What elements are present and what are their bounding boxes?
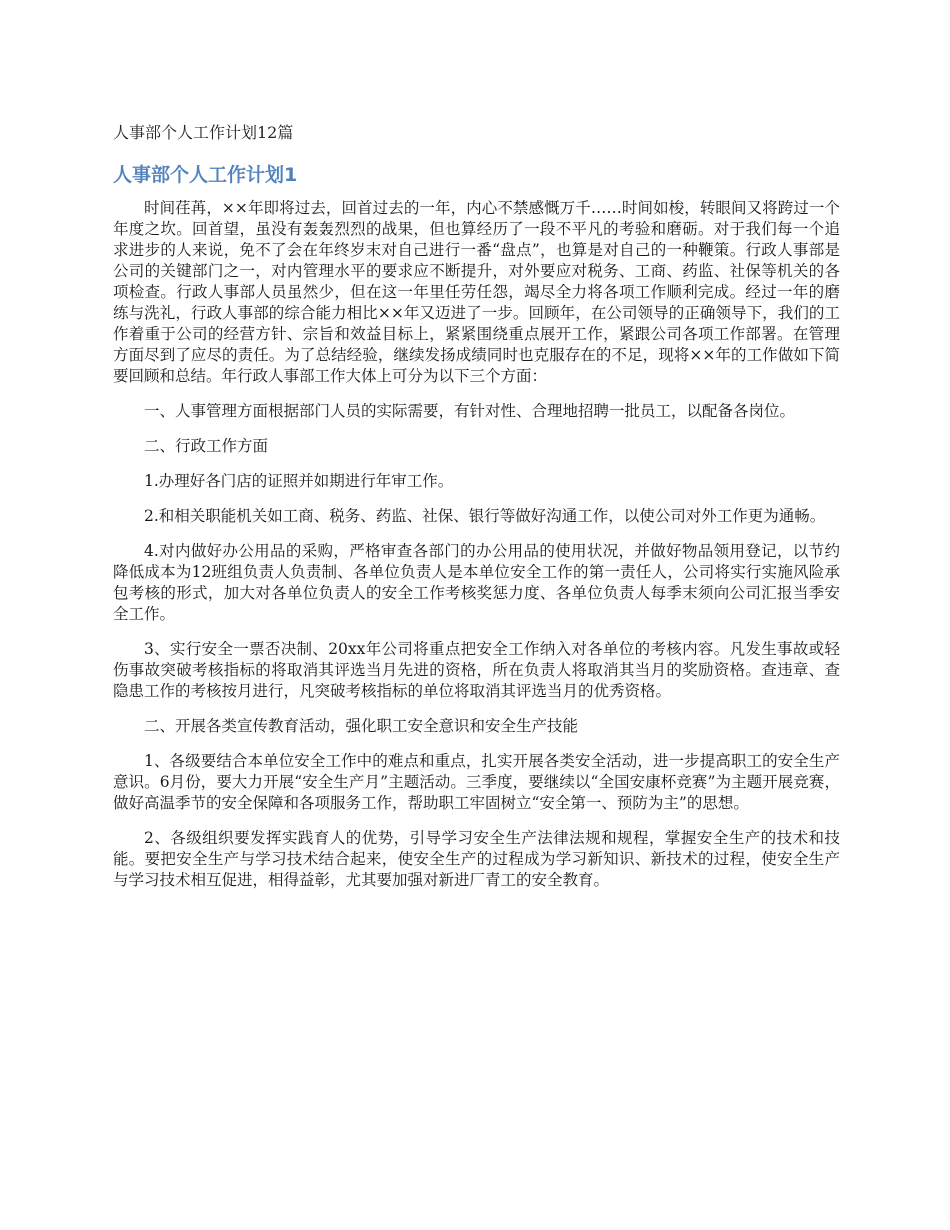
paragraph-admin-heading: 二、行政工作方面 (144, 437, 269, 455)
paragraph-item-4: 4.对内做好办公用品的采购，严格审查各部门的办公用品的使用状况，并做好物品领用登记，以节约降低成本为12班组负责人负责制、各单位负责人是本单位安全工作的第一责任人，公司将实行实施风险承包考核的形式，加大对各单位负责人的安全工作考核奖惩力度、各单位负责人每季末须向公司汇报当季安全工作。 (113, 542, 840, 623)
paragraph-hr-management: 一、人事管理方面根据部门人员的实际需要，有针对性、合理地招聘一批员工，以配备各岗位。 (144, 402, 796, 420)
paragraph-item-1: 1.办理好各门店的证照并如期进行年审工作。 (144, 472, 454, 490)
paragraph-item-2: 2.和相关职能机关如工商、税务、药监、社保、银行等做好沟通工作，以使公司对外工作更为通畅。 (144, 507, 826, 525)
section-heading: 人事部个人工作计划1 (113, 164, 298, 186)
document-page (113, 122, 840, 905)
document-title: 人事部个人工作计划12篇 (113, 123, 294, 142)
paragraph-safety-veto: 3、实行安全一票否决制、20xx年公司将重点把安全工作纳入对各单位的考核内容。凡发生事故或轻伤事故突破考核指标的将取消其评选当月先进的资格，所在负责人将取消其当月的奖励资格。查违章、查隐患工作的考核按月进行，凡突破考核指标的单位将取消其评选当月的优秀资格。 (113, 640, 840, 700)
paragraph-practice-education: 2、各级组织要发挥实践育人的优势，引导学习安全生产法律法规和规程，掌握安全生产的技术和技能。要把安全生产与学习技术结合起来，使安全生产的过程成为学习新知识、新技术的过程，使安全生产与学习技术相互促进，相得益彰，尤其要加强对新进厂青工的安全教育。 (113, 829, 840, 889)
paragraph-safety-activities: 1、各级要结合本单位安全工作中的难点和重点，扎实开展各类安全活动，进一步提高职工的安全生产意识。6月份，要大力开展“安全生产月”主题活动。三季度，要继续以“全国安康杯竞赛”为主题开展竞赛，做好高温季节的安全保障和各项服务工作，帮助职工牢固树立“安全第一、预防为主”的思想。 (113, 752, 840, 812)
paragraph-intro: 时间荏苒，××年即将过去，回首过去的一年，内心不禁感慨万千……时间如梭，转眼间又将跨过一个年度之坎。回首望，虽没有轰轰烈烈的战果，但也算经历了一段不平凡的考验和磨砺。对于我们每一个追求进步的人来说，免不了会在年终岁末对自己进行一番“盘点”，也算是对自己的一种鞭策。行政人事部是公司的关键部门之一，对内管理水平的要求应不断提升，对外要应对税务、工商、药监、社保等机关的各项检查。行政人事部人员虽然少，但在这一年里任劳任怨，竭尽全力将各项工作顺利完成。经过一年的磨练与洗礼，行政人事部的综合能力相比××年又迈进了一步。回顾年，在公司领导的正确领导下，我们的工作着重于公司的经营方针、宗旨和效益目标上，紧紧围绕重点展开工作，紧跟公司各项工作部署。在管理方面尽到了应尽的责任。为了总结经验，继续发扬成绩同时也克服存在的不足，现将××年的工作做如下简要回顾和总结。年行政人事部工作大体上可分为以下三个方面： (113, 199, 840, 385)
paragraph-education-heading: 二、开展各类宣传教育活动，强化职工安全意识和安全生产技能 (144, 717, 579, 735)
